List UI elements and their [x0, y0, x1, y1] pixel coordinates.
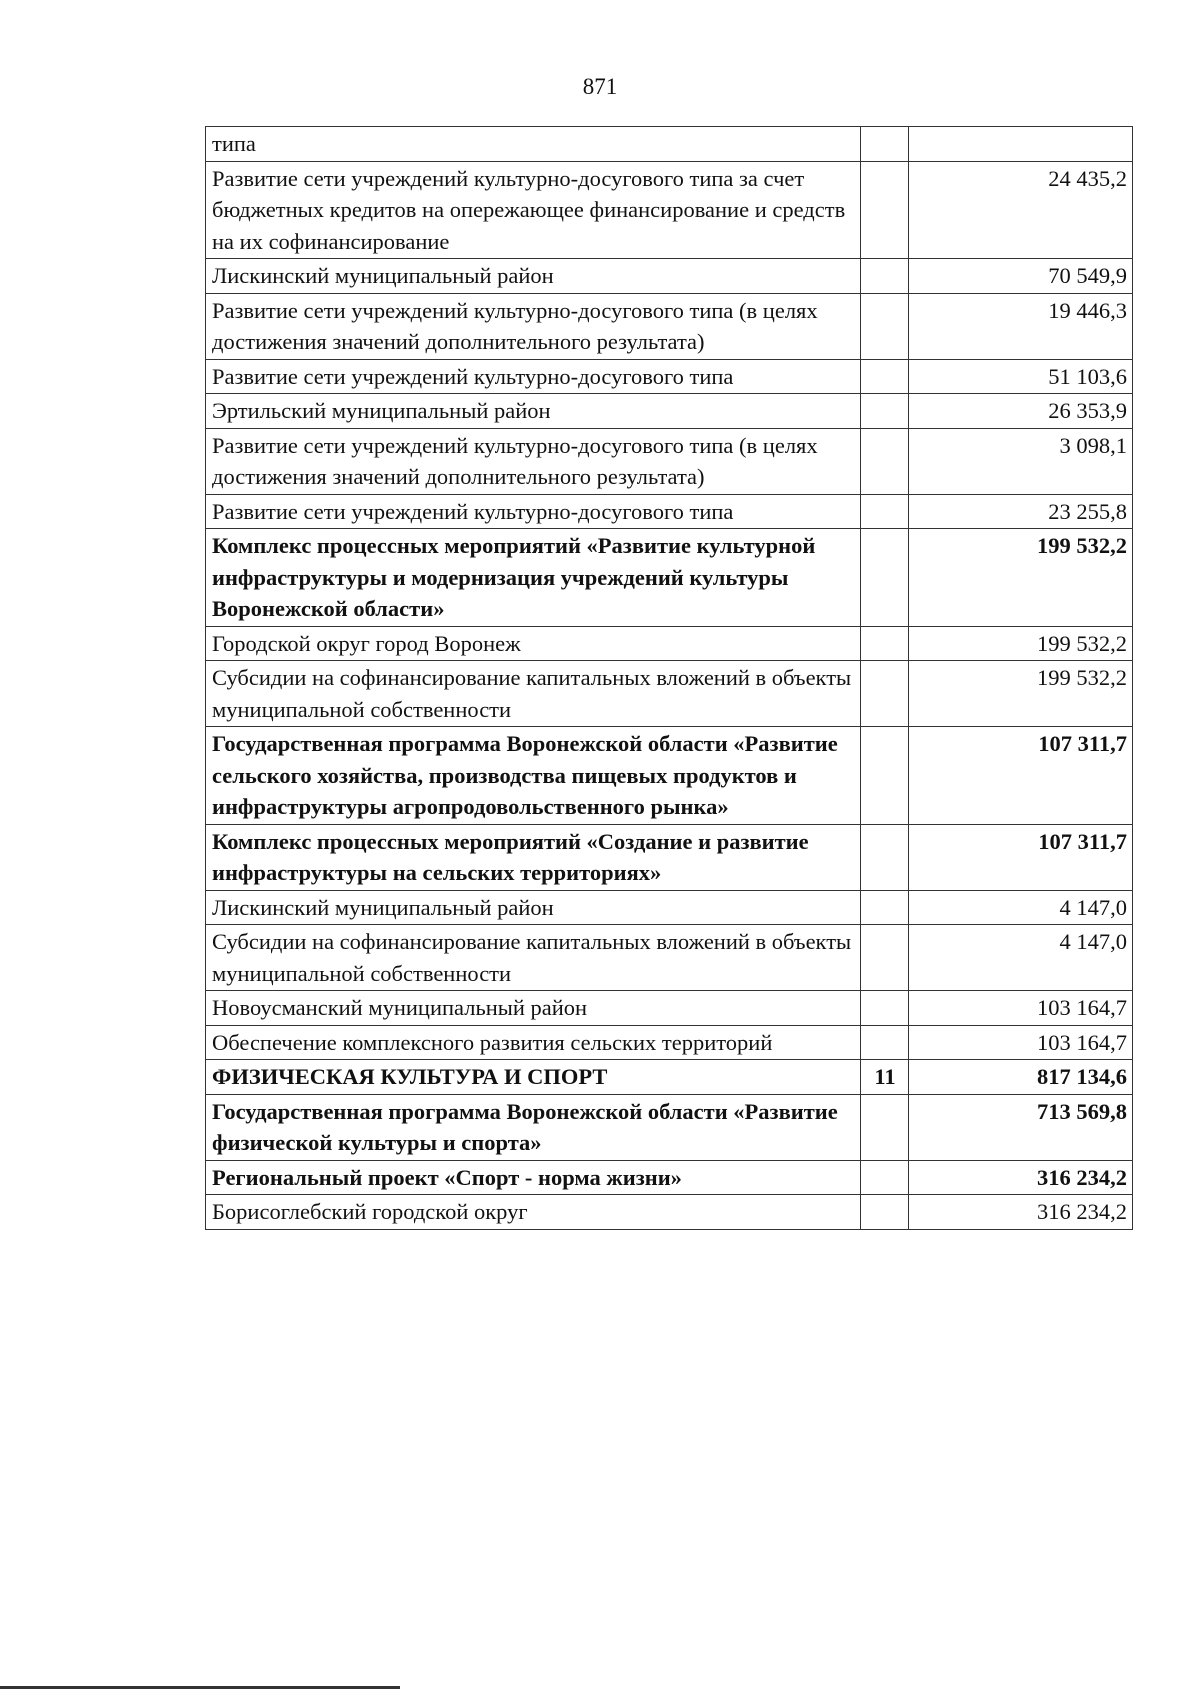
sum-cell: 70 549,9 — [909, 259, 1133, 294]
name-cell: Борисоглебский городской округ — [206, 1195, 861, 1230]
table-row — [206, 1160, 1133, 1195]
budget-table-body — [206, 127, 1133, 1230]
name-cell: Развитие сети учреждений культурно-досугового типа за счет бюджетных кредитов на опережающее финансирование и средств на их софинансирование — [206, 161, 861, 259]
code-cell — [861, 925, 909, 991]
sum-cell: 51 103,6 — [909, 359, 1133, 394]
code-cell — [861, 1160, 909, 1195]
name-cell: Обеспечение комплексного развития сельских территорий — [206, 1025, 861, 1060]
sum-cell: 199 532,2 — [909, 529, 1133, 627]
sum-cell: 4 147,0 — [909, 925, 1133, 991]
name-cell: Субсидии на софинансирование капитальных вложений в объекты муниципальной собственности — [206, 661, 861, 727]
table-row — [206, 1094, 1133, 1160]
code-cell — [861, 494, 909, 529]
name-cell: Новоусманский муниципальный район — [206, 991, 861, 1026]
table-row — [206, 161, 1133, 259]
code-cell — [861, 890, 909, 925]
bottom-rule — [0, 1686, 400, 1689]
sum-cell: 26 353,9 — [909, 394, 1133, 429]
code-cell — [861, 127, 909, 162]
name-cell: Государственная программа Воронежской области «Развитие сельского хозяйства, производства пищевых продуктов и инфраструктуры агропродовольственного рынка» — [206, 727, 861, 825]
sum-cell: 103 164,7 — [909, 1025, 1133, 1060]
sum-cell: 3 098,1 — [909, 428, 1133, 494]
table-row — [206, 428, 1133, 494]
name-cell: Развитие сети учреждений культурно-досугового типа — [206, 494, 861, 529]
sum-cell: 817 134,6 — [909, 1060, 1133, 1095]
code-cell — [861, 1094, 909, 1160]
name-cell: типа — [206, 127, 861, 162]
table-row — [206, 824, 1133, 890]
sum-cell: 199 532,2 — [909, 626, 1133, 661]
table-row — [206, 394, 1133, 429]
name-cell: Субсидии на софинансирование капитальных вложений в объекты муниципальной собственности — [206, 925, 861, 991]
name-cell: Развитие сети учреждений культурно-досугового типа (в целях достижения значений дополнительного результата) — [206, 293, 861, 359]
table-row — [206, 1195, 1133, 1230]
name-cell: ФИЗИЧЕСКАЯ КУЛЬТУРА И СПОРТ — [206, 1060, 861, 1095]
name-cell: Развитие сети учреждений культурно-досугового типа — [206, 359, 861, 394]
sum-cell: 19 446,3 — [909, 293, 1133, 359]
sum-cell: 713 569,8 — [909, 1094, 1133, 1160]
budget-table — [205, 126, 1133, 1230]
code-cell — [861, 529, 909, 627]
code-cell — [861, 824, 909, 890]
sum-cell: 4 147,0 — [909, 890, 1133, 925]
table-row — [206, 1025, 1133, 1060]
name-cell: Государственная программа Воронежской области «Развитие физической культуры и спорта» — [206, 1094, 861, 1160]
name-cell: Комплекс процессных мероприятий «Развитие культурной инфраструктуры и модернизация учреждений культуры Воронежской области» — [206, 529, 861, 627]
table-row — [206, 661, 1133, 727]
table-row — [206, 1060, 1133, 1095]
sum-cell: 103 164,7 — [909, 991, 1133, 1026]
table-row — [206, 259, 1133, 294]
code-cell — [861, 1025, 909, 1060]
page-number: 871 — [582, 74, 618, 99]
sum-cell: 199 532,2 — [909, 661, 1133, 727]
table-row — [206, 925, 1133, 991]
sum-cell: 316 234,2 — [909, 1195, 1133, 1230]
code-cell — [861, 259, 909, 294]
table-row — [206, 359, 1133, 394]
code-cell — [861, 727, 909, 825]
code-cell — [861, 394, 909, 429]
sum-cell: 107 311,7 — [909, 824, 1133, 890]
code-cell — [861, 293, 909, 359]
name-cell: Городской округ город Воронеж — [206, 626, 861, 661]
code-cell — [861, 161, 909, 259]
table-row — [206, 293, 1133, 359]
code-cell: 11 — [861, 1060, 909, 1095]
sum-cell: 23 255,8 — [909, 494, 1133, 529]
table-row — [206, 529, 1133, 627]
name-cell: Региональный проект «Спорт - норма жизни» — [206, 1160, 861, 1195]
code-cell — [861, 661, 909, 727]
table-row — [206, 890, 1133, 925]
name-cell: Развитие сети учреждений культурно-досугового типа (в целях достижения значений дополнительного результата) — [206, 428, 861, 494]
code-cell — [861, 991, 909, 1026]
sum-cell — [909, 127, 1133, 162]
table-row — [206, 727, 1133, 825]
code-cell — [861, 359, 909, 394]
name-cell: Лискинский муниципальный район — [206, 259, 861, 294]
table-row — [206, 991, 1133, 1026]
code-cell — [861, 428, 909, 494]
sum-cell: 316 234,2 — [909, 1160, 1133, 1195]
name-cell: Эртильский муниципальный район — [206, 394, 861, 429]
code-cell — [861, 626, 909, 661]
code-cell — [861, 1195, 909, 1230]
name-cell: Лискинский муниципальный район — [206, 890, 861, 925]
table-row — [206, 127, 1133, 162]
name-cell: Комплекс процессных мероприятий «Создание и развитие инфраструктуры на сельских территориях» — [206, 824, 861, 890]
table-row — [206, 494, 1133, 529]
sum-cell: 107 311,7 — [909, 727, 1133, 825]
table-row — [206, 626, 1133, 661]
sum-cell: 24 435,2 — [909, 161, 1133, 259]
